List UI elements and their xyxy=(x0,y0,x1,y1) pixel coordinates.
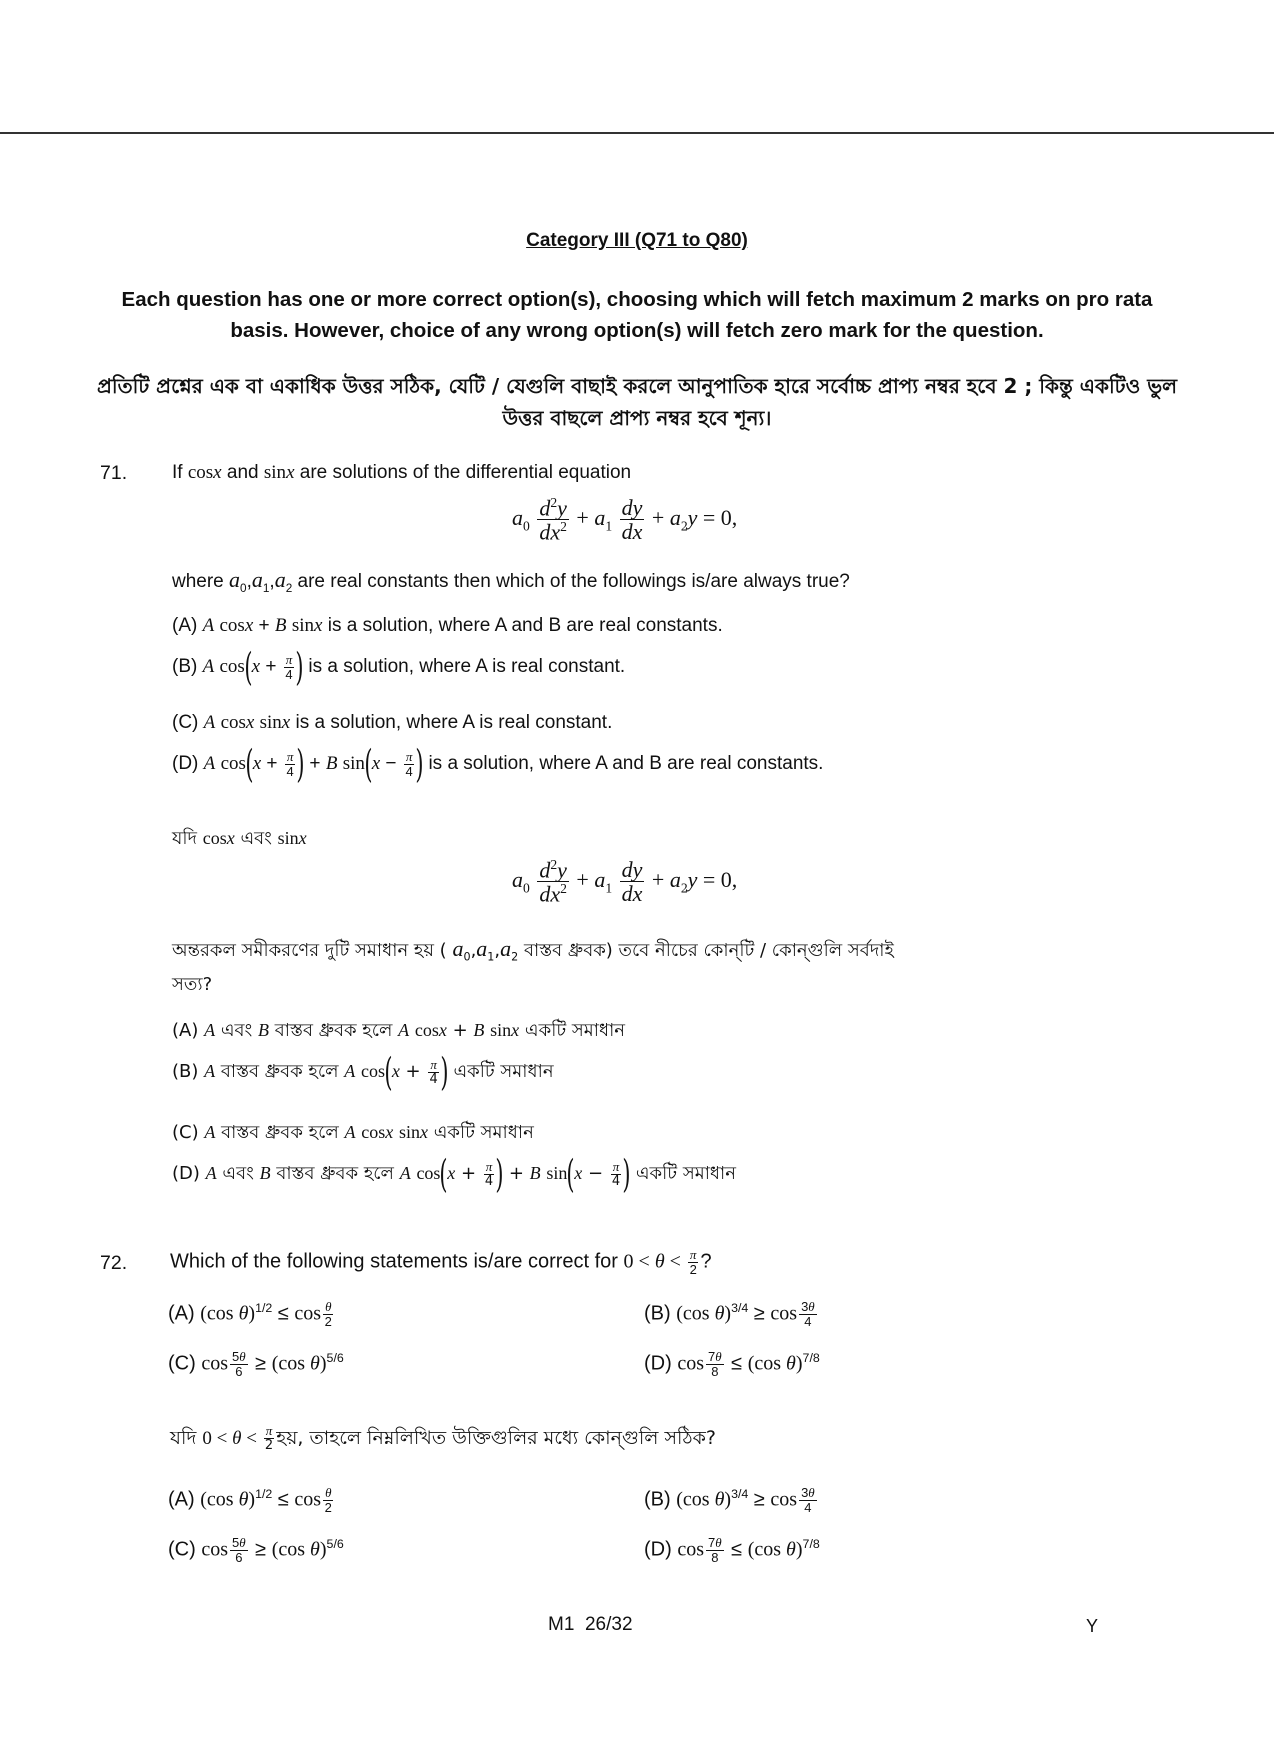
q72-stem: Which of the following statements is/are correct for 0 < θ < $\frac{\pi}{2}$ ? xyxy=(170,1247,712,1277)
q71-bengali-option-c: (C) A বাস্তব ধ্রুবক হলে A cosx sinx একটি সমাধান xyxy=(172,1122,534,1143)
q71-bengali-option-b: (B) A বাস্তব ধ্রুবক হলে A cos(x + $\frac{\pi}{4}$ ) একটি সমাধান xyxy=(172,1050,554,1094)
question-number-72: 72. xyxy=(100,1252,128,1274)
corner-mark: Y xyxy=(1086,1616,1099,1636)
q72-option-a: (A) (cos θ)$^{1/2}$ ≤ cos $\frac{\theta}{2}$ xyxy=(168,1299,332,1329)
q72-bengali-option-b: (B) (cos θ)$^{3/4}$ ≥ cos $\frac{3\theta}{4}$ xyxy=(644,1485,815,1515)
q71-bengali-differential-equation: $a_0$ $\frac{d^2y}{dx^2}$ + $a_1$ $\frac{dy}{dx}$ + $a_2y = 0$, xyxy=(512,857,738,907)
q72-option-c: (C) cos $\frac{5\theta}{6}$ ≥ (cos θ)$^{5/6}$ xyxy=(168,1349,344,1379)
q72-bengali-option-d: (D) cos $\frac{7\theta}{8}$ ≤ (cos θ)$^{7/8}$ xyxy=(644,1535,820,1565)
page-number: 26/32 xyxy=(584,1614,633,1635)
q71-option-d: (D) A cos(x + $\frac{\pi}{4}$ ) + B sin(x − $\frac{\pi}{4}$ ) is a solution, where A and B are real constants. xyxy=(172,742,824,786)
category-heading: Category III (Q71 to Q80) xyxy=(526,230,748,251)
paper-code: M1 xyxy=(548,1614,575,1635)
page-footer xyxy=(548,1614,633,1636)
q72-option-d: (D) cos $\frac{7\theta}{8}$ ≤ (cos θ)$^{7/8}$ xyxy=(644,1349,820,1379)
q71-bengali-eq-line: অন্তরকল সমীকরণের দুটি সমাধান হয় ( $a_0,a_1,a_2$ বাস্তব ধ্রুবক) তবে নীচের কোন্‌টি / কোন্‌গুলি সর্বদাই xyxy=(172,936,894,964)
q71-option-a: (A) A cosx + B sinx is a solution, where A and B are real constants. xyxy=(172,615,723,636)
q71-bengali-option-d: (D) A এবং B বাস্তব ধ্রুবক হলে A cos(x + $\frac{\pi}{4}$ ) + B sin(x − $\frac{\pi}{4}$ ) একটি সমাধান xyxy=(172,1152,736,1196)
q72-bengali-stem: যদি 0 < θ < $\frac{\pi}{2}$ হয়, তাহলে নিম্নলিখিত উক্তিগুলির মধ্যে কোন্‌গুলি সঠিক? xyxy=(170,1423,716,1453)
instructions-bengali: প্রতিটি প্রশ্নের এক বা একাধিক উত্তর সঠিক, যেটি / যেগুলি বাছাই করলে আনুপাতিক হারে সর্বোচ্চ প্রাপ্য নম্বর হবে 2 ; কিন্তু একটিও ভুল উত্তর বাছলে প্রাপ্য নম্বর হবে শূন্য। xyxy=(96,374,1178,430)
question-number-71: 71. xyxy=(100,462,128,484)
top-rule xyxy=(0,132,1274,134)
q71-option-c: (C) A cosx sinx is a solution, where A is real constant. xyxy=(172,712,613,733)
q71-bengali-eq-line-2: সত্য? xyxy=(172,974,213,995)
q71-bengali-option-a: (A) A এবং B বাস্তব ধ্রুবক হলে A cosx + B sinx একটি সমাধান xyxy=(172,1020,626,1041)
q71-stem: If cosx and sinx are solutions of the differential equation xyxy=(172,462,632,483)
instructions-english: Each question has one or more correct option(s), choosing which will fetch maximum 2 marks on pro rata basis. However, choice of any wrong option(s) will fetch zero mark for the question. xyxy=(121,288,1153,342)
q72-bengali-option-c: (C) cos $\frac{5\theta}{6}$ ≥ (cos θ)$^{5/6}$ xyxy=(168,1535,344,1565)
q72-option-b: (B) (cos θ)$^{3/4}$ ≥ cos $\frac{3\theta}{4}$ xyxy=(644,1299,815,1329)
q71-bengali-stem: যদি cosx এবং sinx xyxy=(172,828,307,849)
q71-where-line: where $a_0,a_1,a_2$ are real constants then which of the followings is/are always true? xyxy=(172,567,850,595)
q72-bengali-option-a: (A) (cos θ)$^{1/2}$ ≤ cos $\frac{\theta}{2}$ xyxy=(168,1485,332,1515)
q71-option-b: (B) A cos(x + $\frac{\pi}{4}$ ) is a solution, where A is real constant. xyxy=(172,645,626,689)
q71-differential-equation: $a_0$ $\frac{d^2y}{dx^2}$ + $a_1$ $\frac{dy}{dx}$ + $a_2y = 0$, xyxy=(512,495,738,545)
